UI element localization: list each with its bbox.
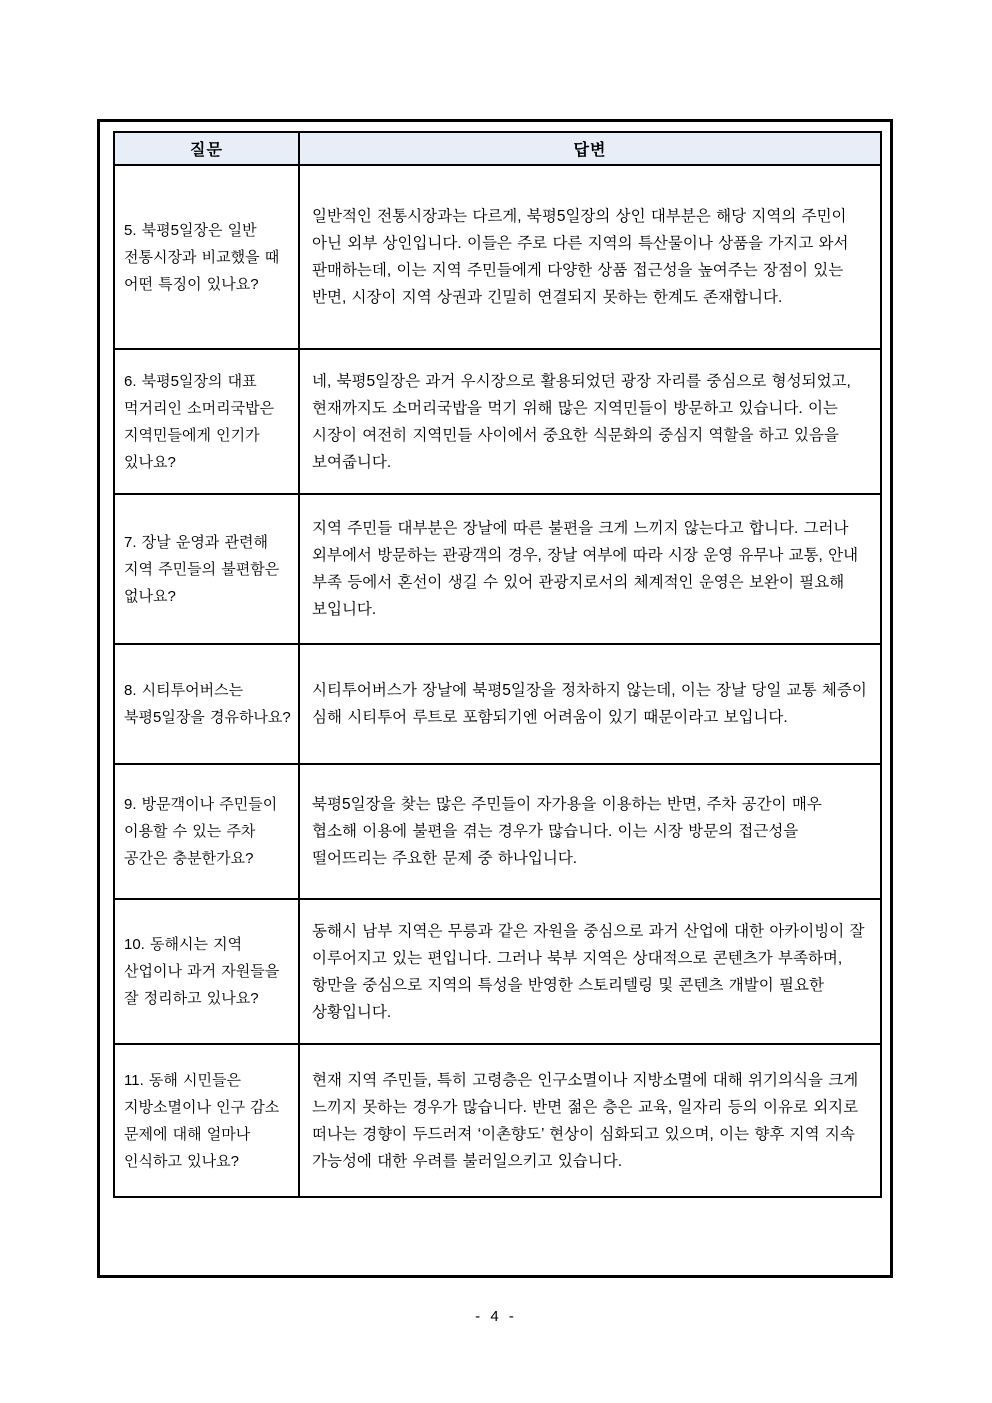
answer-cell: 시티투어버스가 장날에 북평5일장을 정차하지 않는데, 이는 장날 당일 교통 체증이 심해 시티투어 루트로 포함되기엔 어려움이 있기 때문이라고 보입니다. [299,644,881,764]
question-cell: 9. 방문객이나 주민들이 이용할 수 있는 주차 공간은 충분한가요? [114,764,299,899]
table-row [114,764,881,899]
question-cell: 5. 북평5일장은 일반 전통시장과 비교했을 때 어떤 특징이 있나요? [114,165,299,349]
question-cell: 6. 북평5일장의 대표 먹거리인 소머리국밥은 지역민들에게 인기가 있나요? [114,349,299,494]
question-cell: 10. 동해시는 지역 산업이나 과거 자원들을 잘 정리하고 있나요? [114,899,299,1044]
table-header-row [114,132,881,165]
answer-cell: 현재 지역 주민들, 특히 고령층은 인구소멸이나 지방소멸에 대해 위기의식을 크게 느끼지 못하는 경우가 많습니다. 반면 젊은 층은 교육, 일자리 등의 이유로 외지로 떠나는 경향이 두드러져 ‘이촌향도’ 현상이 심화되고 있으며, 이는 향후 지역 지속 가능성에 대한 우려를 불러일으키고 있습니다. [299,1044,881,1197]
page-number: - 4 - [475,1308,517,1325]
page-border-frame [97,119,893,1278]
table-row [114,644,881,764]
table-row [114,899,881,1044]
answer-column-header: 답변 [299,132,881,165]
question-column-header: 질문 [114,132,299,165]
answer-cell: 일반적인 전통시장과는 다르게, 북평5일장의 상인 대부분은 해당 지역의 주민이 아닌 외부 상인입니다. 이들은 주로 다른 지역의 특산물이나 상품을 가지고 와서 판매하는데, 이는 지역 주민들에게 다양한 상품 접근성을 높여주는 장점이 있는 반면, 시장이 지역 상권과 긴밀히 연결되지 못하는 한계도 존재합니다. [299,165,881,349]
answer-cell: 북평5일장을 찾는 많은 주민들이 자가용을 이용하는 반면, 주차 공간이 매우 협소해 이용에 불편을 겪는 경우가 많습니다. 이는 시장 방문의 접근성을 떨어뜨리는 주요한 문제 중 하나입니다. [299,764,881,899]
answer-cell: 동해시 남부 지역은 무릉과 같은 자원을 중심으로 과거 산업에 대한 아카이빙이 잘 이루어지고 있는 편입니다. 그러나 북부 지역은 상대적으로 콘텐츠가 부족하며, 항만을 중심으로 지역의 특성을 반영한 스토리텔링 및 콘텐츠 개발이 필요한 상황입니다. [299,899,881,1044]
question-cell: 8. 시티투어버스는 북평5일장을 경유하나요? [114,644,299,764]
table-row [114,494,881,644]
qa-table [113,131,882,1198]
question-cell: 7. 장날 운영과 관련해 지역 주민들의 불편함은 없나요? [114,494,299,644]
table-row [114,165,881,349]
table-row [114,349,881,494]
answer-cell: 네, 북평5일장은 과거 우시장으로 활용되었던 광장 자리를 중심으로 형성되었고, 현재까지도 소머리국밥을 먹기 위해 많은 지역민들이 방문하고 있습니다. 이는 시장이 여전히 지역민들 사이에서 중요한 식문화의 중심지 역할을 하고 있음을 보여줍니다. [299,349,881,494]
table-row [114,1044,881,1197]
answer-cell: 지역 주민들 대부분은 장날에 따른 불편을 크게 느끼지 않는다고 합니다. 그러나 외부에서 방문하는 관광객의 경우, 장날 여부에 따라 시장 운영 유무나 교통, 안내 부족 등에서 혼선이 생길 수 있어 관광지로서의 체계적인 운영은 보완이 필요해 보입니다. [299,494,881,644]
question-cell: 11. 동해 시민들은 지방소멸이나 인구 감소 문제에 대해 얼마나 인식하고 있나요? [114,1044,299,1197]
